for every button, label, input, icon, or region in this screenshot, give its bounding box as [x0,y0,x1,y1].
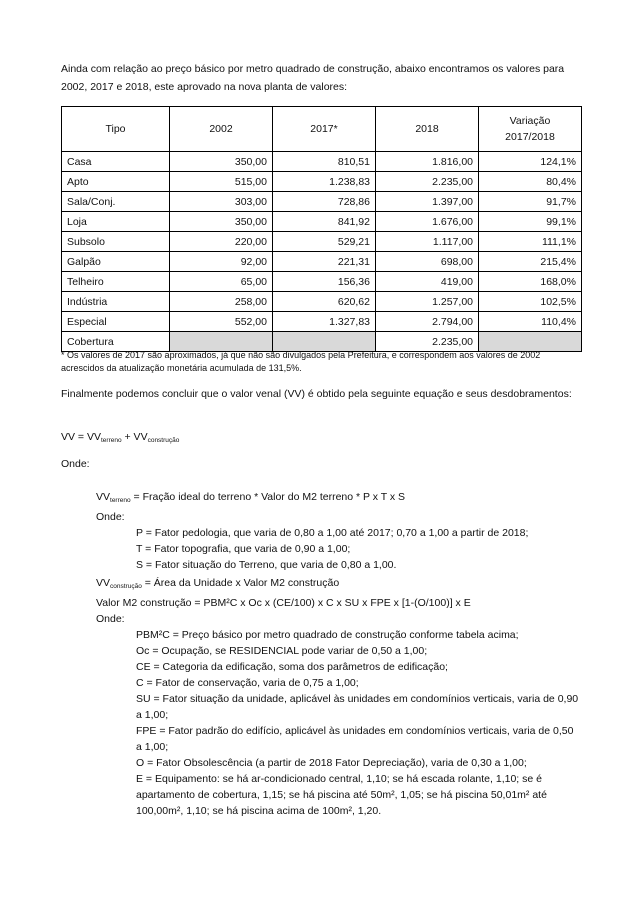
construcao-formula2: Valor M2 construção = PBM²C x Oc x (CE/100) x C x SU x FPE x [1-(O/100)] x E [96,597,471,609]
cell-2017: 156,36 [273,272,376,292]
list-item: CE = Categoria da edificação, soma dos parâmetros de edificação; [136,661,448,673]
terreno-formula-text: = Fração ideal do terreno * Valor do M2 terreno * P x T x S [130,491,406,503]
cell-variacao: 110,4% [479,312,582,332]
construcao-formula-text: = Área da Unidade x Valor M2 construção [141,577,340,589]
header-variacao: Variação 2017/2018 [479,107,582,152]
list-item: S = Fator situação do Terreno, que varia de 0,80 a 1,00. [136,559,397,571]
list-item: T = Fator topografia, que varia de 0,90 a 1,00; [136,543,351,555]
cell-tipo: Apto [62,172,170,192]
onde-label: Onde: [61,458,90,470]
equation-sub-construcao: construção [147,437,180,444]
cell-2018: 1.816,00 [376,152,479,172]
table-row [62,212,582,232]
list-item: C = Fator de conservação, varia de 0,75 a 1,00; [136,677,359,689]
cell-2018: 2.794,00 [376,312,479,332]
list-item: PBM²C = Preço básico por metro quadrado de construção conforme tabela acima; [136,629,519,641]
cell-2018: 1.397,00 [376,192,479,212]
cell-variacao: 215,4% [479,252,582,272]
construcao-vv: VV [96,577,111,589]
cell-variacao: 99,1% [479,212,582,232]
cell-2002: 350,00 [170,152,273,172]
construcao-onde: Onde: [96,613,125,625]
table-row [62,292,582,312]
header-2017: 2017* [273,107,376,152]
construcao-sub: construção [110,583,142,590]
construcao-formula [96,575,581,595]
conclusion-paragraph: Finalmente podemos concluir que o valor venal (VV) é obtido pela seguinte equação e seus desdobramentos: [61,388,572,400]
cell-2018: 1.257,00 [376,292,479,312]
cell-2017: 1.238,83 [273,172,376,192]
equation-plus: + VV [121,431,148,443]
construcao-block [96,575,581,819]
cell-variacao: 102,5% [479,292,582,312]
table-row [62,152,582,172]
terreno-formula [96,489,581,509]
cell-2002: 65,00 [170,272,273,292]
cell-tipo: Cobertura [62,332,170,352]
cell-2018: 1.676,00 [376,212,479,232]
table-row [62,252,582,272]
cell-2017: 841,92 [273,212,376,232]
cell-2018: 2.235,00 [376,332,479,352]
equation-sub-terreno: terreno [100,437,122,444]
cell-2017: 1.327,83 [273,312,376,332]
cell-tipo: Especial [62,312,170,332]
cell-2002: 350,00 [170,212,273,232]
table-row [62,172,582,192]
cell-variacao: 124,1% [479,152,582,172]
cell-tipo: Sala/Conj. [62,192,170,212]
intro-paragraph: Ainda com relação ao preço básico por metro quadrado de construção, abaixo encontramos os valores para 2002, 2017 e 2018, este aprovado na nova planta de valores: [61,63,565,93]
cell-tipo: Casa [62,152,170,172]
list-item: E = Equipamento: se há ar-condicionado central, 1,10; se há escada rolante, 1,10; se é apartamento de cobertura, 1,15; se há piscina até 50m², 1,05; se há piscina 50,01m² até 100,00m², 1,10; se há piscina acima de 100m², 1,20. [136,773,547,817]
terreno-sub: terreno [110,497,131,504]
list-item: P = Fator pedologia, que varia de 0,80 a 1,00 até 2017; 0,70 a 1,00 a partir de 2018; [136,527,529,539]
cell-2002: 515,00 [170,172,273,192]
cell-variacao: 91,7% [479,192,582,212]
values-table [61,106,582,352]
table-header-row [62,107,582,152]
cell-2002: 220,00 [170,232,273,252]
cell-2017: 221,31 [273,252,376,272]
header-tipo: Tipo [62,107,170,152]
table-row [62,312,582,332]
cell-variacao: 111,1% [479,232,582,252]
list-item: O = Fator Obsolescência (a partir de 2018 Fator Depreciação), varia de 0,30 a 1,00; [136,757,527,769]
cell-tipo: Subsolo [62,232,170,252]
header-2018: 2018 [376,107,479,152]
cell-2002: 303,00 [170,192,273,212]
table-row [62,192,582,212]
cell-2018: 2.235,00 [376,172,479,192]
cell-2018: 698,00 [376,252,479,272]
main-equation [61,431,179,444]
cell-2002: 552,00 [170,312,273,332]
equation-lhs: VV = VV [61,431,101,443]
terreno-vv: VV [96,491,111,503]
list-item: Oc = Ocupação, se RESIDENCIAL pode variar de 0,50 a 1,00; [136,645,428,657]
terreno-onde: Onde: [96,511,125,523]
cell-2002: 258,00 [170,292,273,312]
cell-tipo: Telheiro [62,272,170,292]
table-row [62,232,582,252]
cell-2002: 92,00 [170,252,273,272]
cell-tipo: Loja [62,212,170,232]
cell-variacao: 168,0% [479,272,582,292]
cell-tipo: Indústria [62,292,170,312]
cell-variacao: 80,4% [479,172,582,192]
table-row [62,272,582,292]
header-2002: 2002 [170,107,273,152]
cell-2018: 1.117,00 [376,232,479,252]
cell-2017: 810,51 [273,152,376,172]
cell-2017: 620,62 [273,292,376,312]
list-item: FPE = Fator padrão do edifício, aplicável às unidades em condomínios verticais, varia de 0,50 a 1,00; [136,725,574,753]
list-item: SU = Fator situação da unidade, aplicável às unidades em condomínios verticais, varia de 0,90 a 1,00; [136,693,579,721]
table-footnote: * Os valores de 2017 são aproximados, já que não são divulgados pela Prefeitura, e correspondem aos valores de 2002 acrescidos da atualização monetária acumulada de 131,5%. [61,350,541,373]
cell-2017: 529,21 [273,232,376,252]
cell-2018: 419,00 [376,272,479,292]
cell-tipo: Galpão [62,252,170,272]
cell-2017: 728,86 [273,192,376,212]
terreno-block [96,489,581,573]
